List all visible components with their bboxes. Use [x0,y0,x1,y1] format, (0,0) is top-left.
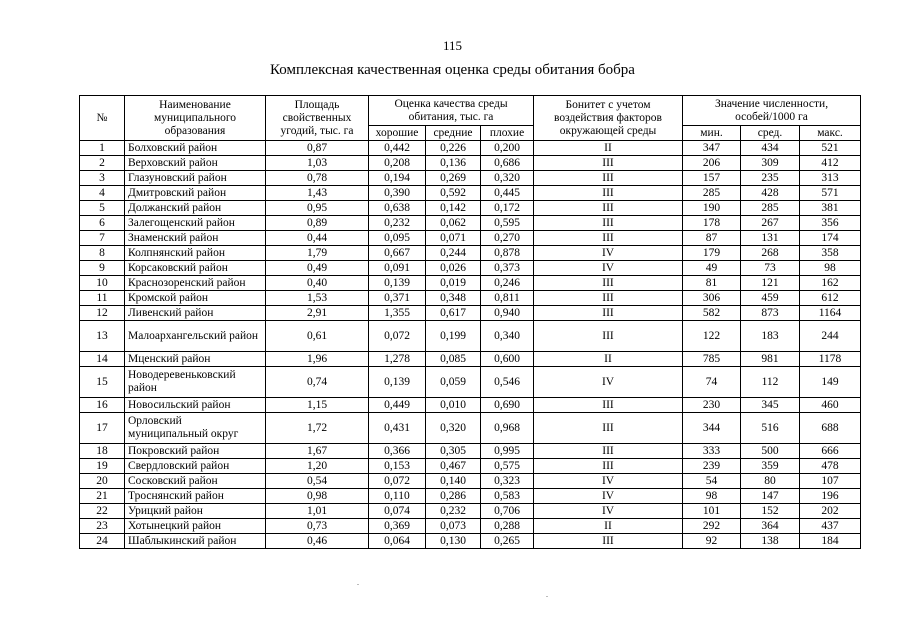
cell-quality-bad: 0,583 [481,489,534,504]
cell-bonitet: III [534,321,683,352]
cell-quality-bad: 0,600 [481,352,534,367]
table-row [80,504,861,519]
cell-bonitet: II [534,352,683,367]
cell-num: 16 [80,398,125,413]
cell-density-max: 358 [800,246,861,261]
cell-density-mid: 147 [741,489,800,504]
cell-area: 0,74 [266,367,369,398]
cell-quality-mid: 0,140 [426,474,481,489]
cell-density-max: 478 [800,459,861,474]
cell-bonitet: IV [534,261,683,276]
cell-density-max: 437 [800,519,861,534]
cell-num: 5 [80,201,125,216]
cell-quality-mid: 0,199 [426,321,481,352]
cell-num: 2 [80,156,125,171]
cell-density-max: 521 [800,141,861,156]
cell-density-mid: 345 [741,398,800,413]
cell-bonitet: III [534,459,683,474]
cell-quality-bad: 0,690 [481,398,534,413]
cell-num: 12 [80,306,125,321]
cell-bonitet: IV [534,474,683,489]
cell-density-min: 179 [683,246,741,261]
cell-num: 21 [80,489,125,504]
cell-quality-good: 0,153 [369,459,426,474]
cell-density-min: 87 [683,231,741,246]
table-row [80,352,861,367]
cell-bonitet: III [534,171,683,186]
cell-quality-good: 0,095 [369,231,426,246]
cell-quality-mid: 0,130 [426,534,481,549]
cell-area: 0,54 [266,474,369,489]
cell-quality-good: 0,667 [369,246,426,261]
cell-quality-bad: 0,686 [481,156,534,171]
cell-quality-mid: 0,059 [426,367,481,398]
cell-density-mid: 80 [741,474,800,489]
cell-area: 0,98 [266,489,369,504]
cell-quality-good: 1,355 [369,306,426,321]
cell-quality-bad: 0,706 [481,504,534,519]
cell-num: 3 [80,171,125,186]
cell-quality-mid: 0,071 [426,231,481,246]
col-header-quality-mid: средние [426,126,481,141]
cell-name: Верховский район [125,156,266,171]
cell-area: 1,43 [266,186,369,201]
table-row [80,171,861,186]
cell-area: 1,96 [266,352,369,367]
cell-num: 10 [80,276,125,291]
cell-name: Болховский район [125,141,266,156]
cell-name: Троснянский район [125,489,266,504]
cell-density-mid: 183 [741,321,800,352]
cell-quality-mid: 0,269 [426,171,481,186]
cell-quality-mid: 0,305 [426,444,481,459]
cell-num: 22 [80,504,125,519]
cell-density-min: 157 [683,171,741,186]
cell-quality-good: 0,072 [369,321,426,352]
cell-name: Дмитровский район [125,186,266,201]
table-body [80,141,861,549]
cell-density-min: 178 [683,216,741,231]
cell-num: 23 [80,519,125,534]
cell-quality-good: 0,074 [369,504,426,519]
cell-density-mid: 359 [741,459,800,474]
cell-name: Шаблыкинский район [125,534,266,549]
cell-quality-mid: 0,320 [426,413,481,444]
cell-density-mid: 73 [741,261,800,276]
cell-density-min: 582 [683,306,741,321]
cell-quality-mid: 0,617 [426,306,481,321]
cell-area: 1,79 [266,246,369,261]
cell-name: Малоархангельский район [125,321,266,352]
cell-density-max: 149 [800,367,861,398]
cell-density-min: 98 [683,489,741,504]
cell-density-mid: 516 [741,413,800,444]
cell-name: Ливенский район [125,306,266,321]
scan-speck [357,584,359,585]
cell-density-min: 54 [683,474,741,489]
cell-name: Новодеревеньковский район [125,367,266,398]
cell-density-max: 98 [800,261,861,276]
table-row [80,534,861,549]
cell-quality-bad: 0,995 [481,444,534,459]
cell-num: 14 [80,352,125,367]
cell-bonitet: III [534,306,683,321]
cell-density-max: 162 [800,276,861,291]
cell-num: 24 [80,534,125,549]
cell-quality-mid: 0,026 [426,261,481,276]
cell-bonitet: IV [534,504,683,519]
cell-density-min: 230 [683,398,741,413]
cell-density-mid: 131 [741,231,800,246]
table-row [80,367,861,398]
col-header-density-min: мин. [683,126,741,141]
cell-density-min: 81 [683,276,741,291]
cell-bonitet: IV [534,489,683,504]
cell-quality-bad: 0,940 [481,306,534,321]
cell-name: Глазуновский район [125,171,266,186]
cell-num: 6 [80,216,125,231]
cell-name: Кромской район [125,291,266,306]
table-row [80,186,861,201]
cell-quality-good: 0,371 [369,291,426,306]
cell-quality-good: 0,369 [369,519,426,534]
cell-name: Краснозоренский район [125,276,266,291]
cell-density-mid: 267 [741,216,800,231]
col-header-area: Площадь свойственных угодий, тыс. га [266,96,369,141]
cell-area: 2,91 [266,306,369,321]
cell-quality-bad: 0,811 [481,291,534,306]
cell-quality-good: 0,449 [369,398,426,413]
cell-bonitet: III [534,534,683,549]
table-row [80,459,861,474]
table-row [80,216,861,231]
cell-name: Должанский район [125,201,266,216]
cell-bonitet: III [534,231,683,246]
cell-quality-good: 0,232 [369,216,426,231]
cell-quality-good: 0,064 [369,534,426,549]
cell-density-min: 292 [683,519,741,534]
cell-density-max: 356 [800,216,861,231]
cell-bonitet: II [534,519,683,534]
cell-area: 1,20 [266,459,369,474]
cell-quality-good: 0,366 [369,444,426,459]
cell-quality-bad: 0,288 [481,519,534,534]
cell-quality-mid: 0,010 [426,398,481,413]
cell-density-min: 190 [683,201,741,216]
cell-name: Сосковский район [125,474,266,489]
cell-density-min: 101 [683,504,741,519]
cell-density-mid: 309 [741,156,800,171]
cell-num: 8 [80,246,125,261]
cell-name: Свердловский район [125,459,266,474]
cell-quality-bad: 0,265 [481,534,534,549]
cell-density-max: 381 [800,201,861,216]
cell-density-min: 92 [683,534,741,549]
cell-area: 0,46 [266,534,369,549]
cell-quality-mid: 0,467 [426,459,481,474]
cell-density-mid: 500 [741,444,800,459]
cell-quality-bad: 0,200 [481,141,534,156]
cell-density-max: 244 [800,321,861,352]
cell-density-max: 412 [800,156,861,171]
cell-quality-mid: 0,286 [426,489,481,504]
cell-area: 1,67 [266,444,369,459]
cell-name: Орловский муниципальный округ [125,413,266,444]
cell-quality-good: 0,110 [369,489,426,504]
cell-density-min: 239 [683,459,741,474]
cell-quality-good: 0,431 [369,413,426,444]
table-row [80,519,861,534]
cell-bonitet: III [534,291,683,306]
cell-quality-mid: 0,062 [426,216,481,231]
cell-density-mid: 121 [741,276,800,291]
cell-quality-bad: 0,270 [481,231,534,246]
cell-quality-mid: 0,136 [426,156,481,171]
table-row [80,261,861,276]
cell-area: 0,73 [266,519,369,534]
table-row [80,141,861,156]
cell-density-max: 196 [800,489,861,504]
cell-area: 0,87 [266,141,369,156]
cell-density-min: 74 [683,367,741,398]
cell-density-mid: 981 [741,352,800,367]
cell-density-min: 285 [683,186,741,201]
cell-quality-good: 0,139 [369,276,426,291]
cell-name: Покровский район [125,444,266,459]
cell-density-max: 107 [800,474,861,489]
table-row [80,474,861,489]
cell-density-mid: 428 [741,186,800,201]
cell-density-max: 174 [800,231,861,246]
cell-area: 0,49 [266,261,369,276]
cell-density-max: 313 [800,171,861,186]
cell-density-mid: 459 [741,291,800,306]
cell-num: 4 [80,186,125,201]
cell-area: 0,40 [266,276,369,291]
cell-bonitet: II [534,141,683,156]
table-row [80,156,861,171]
cell-density-min: 122 [683,321,741,352]
cell-density-max: 612 [800,291,861,306]
cell-quality-bad: 0,546 [481,367,534,398]
cell-density-max: 202 [800,504,861,519]
cell-quality-bad: 0,246 [481,276,534,291]
cell-name: Урицкий район [125,504,266,519]
col-header-quality-good: хорошие [369,126,426,141]
page-number: 115 [442,38,463,53]
cell-quality-mid: 0,232 [426,504,481,519]
cell-density-min: 49 [683,261,741,276]
cell-density-max: 1178 [800,352,861,367]
cell-num: 17 [80,413,125,444]
document-title: Комплексная качественная оценка среды обитания бобра [270,62,635,78]
cell-area: 1,03 [266,156,369,171]
cell-density-mid: 285 [741,201,800,216]
cell-density-min: 306 [683,291,741,306]
cell-quality-good: 0,072 [369,474,426,489]
cell-bonitet: III [534,186,683,201]
col-header-name: Наименование муниципального образования [125,96,266,141]
cell-quality-bad: 0,320 [481,171,534,186]
cell-quality-good: 0,638 [369,201,426,216]
col-header-density-mid: сред. [741,126,800,141]
cell-num: 20 [80,474,125,489]
cell-quality-bad: 0,575 [481,459,534,474]
cell-bonitet: IV [534,367,683,398]
col-header-quality: Оценка качества среды обитания, тыс. га [369,96,534,126]
cell-density-max: 460 [800,398,861,413]
cell-bonitet: III [534,398,683,413]
header-row-top [80,96,861,126]
cell-density-mid: 112 [741,367,800,398]
col-header-bonitet: Бонитет с учетом воздействия факторов окружающей среды [534,96,683,141]
cell-name: Корсаковский район [125,261,266,276]
cell-quality-mid: 0,592 [426,186,481,201]
cell-num: 13 [80,321,125,352]
cell-area: 0,95 [266,201,369,216]
cell-bonitet: III [534,201,683,216]
cell-quality-bad: 0,445 [481,186,534,201]
cell-quality-mid: 0,019 [426,276,481,291]
cell-quality-mid: 0,073 [426,519,481,534]
cell-density-mid: 268 [741,246,800,261]
cell-density-max: 666 [800,444,861,459]
cell-name: Знаменский район [125,231,266,246]
cell-num: 1 [80,141,125,156]
cell-area: 0,89 [266,216,369,231]
col-header-quality-bad: плохие [481,126,534,141]
cell-area: 1,01 [266,504,369,519]
cell-density-mid: 138 [741,534,800,549]
cell-name: Новосильский район [125,398,266,413]
cell-quality-bad: 0,340 [481,321,534,352]
cell-density-mid: 235 [741,171,800,186]
col-header-density: Значение численности, особей/1000 га [683,96,861,126]
table-row [80,321,861,352]
cell-quality-good: 0,208 [369,156,426,171]
cell-quality-mid: 0,226 [426,141,481,156]
cell-density-min: 344 [683,413,741,444]
cell-bonitet: IV [534,246,683,261]
cell-num: 18 [80,444,125,459]
cell-density-max: 1164 [800,306,861,321]
cell-density-max: 184 [800,534,861,549]
cell-num: 7 [80,231,125,246]
cell-area: 0,44 [266,231,369,246]
cell-num: 15 [80,367,125,398]
table-row [80,398,861,413]
cell-quality-bad: 0,595 [481,216,534,231]
cell-quality-mid: 0,085 [426,352,481,367]
cell-density-mid: 434 [741,141,800,156]
table-row [80,276,861,291]
cell-bonitet: III [534,216,683,231]
table-row [80,444,861,459]
cell-num: 19 [80,459,125,474]
cell-name: Залегощенский район [125,216,266,231]
cell-quality-bad: 0,878 [481,246,534,261]
habitat-table [79,95,861,549]
cell-density-mid: 873 [741,306,800,321]
cell-bonitet: III [534,276,683,291]
table-row [80,246,861,261]
cell-quality-good: 1,278 [369,352,426,367]
cell-quality-mid: 0,348 [426,291,481,306]
cell-quality-good: 0,139 [369,367,426,398]
cell-quality-bad: 0,968 [481,413,534,444]
cell-density-mid: 152 [741,504,800,519]
cell-name: Колпнянский район [125,246,266,261]
cell-area: 1,15 [266,398,369,413]
cell-quality-good: 0,091 [369,261,426,276]
cell-quality-good: 0,442 [369,141,426,156]
cell-name: Мценский район [125,352,266,367]
table-row [80,413,861,444]
cell-density-min: 333 [683,444,741,459]
table-row [80,489,861,504]
cell-quality-mid: 0,244 [426,246,481,261]
cell-quality-good: 0,390 [369,186,426,201]
cell-density-max: 571 [800,186,861,201]
scan-speck [546,596,548,597]
cell-area: 0,78 [266,171,369,186]
cell-bonitet: III [534,444,683,459]
cell-density-min: 785 [683,352,741,367]
col-header-density-max: макс. [800,126,861,141]
cell-bonitet: III [534,413,683,444]
cell-density-mid: 364 [741,519,800,534]
table-row [80,231,861,246]
cell-num: 11 [80,291,125,306]
table-row [80,291,861,306]
cell-quality-bad: 0,373 [481,261,534,276]
col-header-num: № [80,96,125,141]
table-row [80,201,861,216]
cell-density-max: 688 [800,413,861,444]
cell-area: 0,61 [266,321,369,352]
cell-area: 1,53 [266,291,369,306]
table-row [80,306,861,321]
cell-density-min: 347 [683,141,741,156]
cell-name: Хотынецкий район [125,519,266,534]
cell-quality-good: 0,194 [369,171,426,186]
cell-bonitet: III [534,156,683,171]
cell-num: 9 [80,261,125,276]
cell-quality-bad: 0,172 [481,201,534,216]
cell-quality-bad: 0,323 [481,474,534,489]
cell-density-min: 206 [683,156,741,171]
cell-quality-mid: 0,142 [426,201,481,216]
cell-area: 1,72 [266,413,369,444]
